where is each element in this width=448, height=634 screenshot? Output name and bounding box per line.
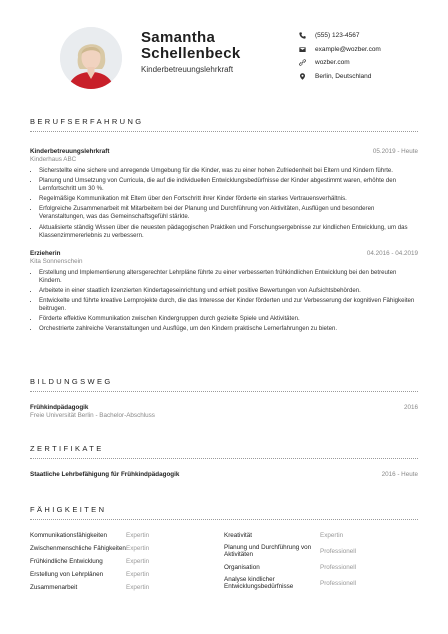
skills-column-right [224,531,418,596]
skill-name: Analyse kindlicher Entwicklungsbedürfnisse [224,575,294,591]
skill-name: Zwischenmenschliche Fähigkeiten [30,544,126,552]
list-item: • Orchestrierte zahlreiche Veranstaltungen und Ausflüge, um den Kindern praktische Lernerfahrungen zu bieten. [39,325,418,333]
list-item: • Aktualisierte ständig Wissen über die neuesten pädagogischen Praktiken und Forschungsergebnisse zur kindlichen Entwicklung, um das Klassenzimmererlebnis zu verbessern. [39,224,418,240]
skill-item [224,544,418,559]
section-title-experience: BERUFSERFAHRUNG [30,117,418,132]
certificate-header [30,471,418,478]
avatar [60,27,122,89]
candidate-name: Samantha Schellenbeck [141,29,241,62]
job-title: Erzieherin [30,249,61,257]
skill-item [30,570,224,579]
resume-header [30,0,418,110]
certificates-section [30,444,418,478]
job-dates: 05.2019 - Heute [372,148,418,155]
job-header [30,250,418,257]
contact-email-text[interactable]: example@wozber.com [315,45,381,53]
skill-item [224,576,418,591]
skills-section [30,505,418,596]
contact-phone [298,29,381,43]
list-item: • Förderte effektive Kommunikation zwischen Kindergruppen durch gezielte Spiele und Aktivitäten. [39,315,418,323]
job-company: Kita Sonnenschein [30,257,83,265]
education-header [30,404,418,411]
education-detail: Freie Universität Berlin - Bachelor-Abschluss [30,412,155,419]
section-title-education: BILDUNGSWEG [30,377,418,392]
contact-list [298,29,381,83]
contact-phone-text: (555) 123-4567 [315,32,360,40]
list-item: • Arbeitete in einer staatlich lizenzierten Kindertageseinrichtung und erhielt positive Bewertungen von Aufsichtsbehörden. [39,287,418,295]
skill-item [30,557,224,566]
list-item: • Entwickelte und führte kreative Lernprojekte durch, die das Interesse der Kinder förderten und zur Verbesserung der kognitiven Fähigkeiten beitrugen. [39,297,418,313]
education-section [30,377,418,419]
skill-level: Expertin [126,532,150,539]
skill-level: Expertin [320,532,344,539]
skill-level: Professionell [320,579,357,587]
skill-level: Expertin [126,558,150,565]
skill-item [30,544,224,553]
skill-level: Expertin [126,584,150,591]
skills-column-left [30,531,224,596]
section-title-skills: FÄHIGKEITEN [30,505,418,520]
certificate-name: Staatliche Lehrbefähigung für Frühkindpädagogik [30,471,180,478]
skill-level: Expertin [126,545,150,552]
skill-name: Kreativität [224,531,252,539]
certificate-dates: 2016 - Heute [381,471,418,478]
education-degree: Frühkindpädagogik [30,404,89,411]
skill-name: Erstellung von Lehrplänen [30,570,104,578]
contact-email [298,43,381,57]
skill-item [30,583,224,592]
skill-name: Zusammenarbeit [30,583,78,591]
contact-location-text: Berlin, Deutschland [315,72,372,80]
job-header [30,148,418,155]
list-item: • Regelmäßige Kommunikation mit Eltern über den Fortschritt ihrer Kinder förderte ein starkes Vertrauensverhältnis. [39,195,418,203]
certificate-entry [30,471,418,478]
candidate-title: Kinderbetreuungslehrkraft [141,65,234,74]
skill-level: Expertin [126,571,150,578]
avatar-photo [60,27,122,89]
contact-website-text[interactable]: wozber.com [315,59,350,67]
list-item: • Erfolgreiche Zusammenarbeit mit Mitarbeitern bei der Planung und Durchführung von Aktivitäten, Ausflügen und besonderen Veranstaltungen, was das Gemeinschaftsgefühl stärkte. [39,205,418,221]
skills-grid [30,531,418,596]
experience-section [30,117,418,335]
link-icon [298,59,306,67]
education-year: 2016 [403,404,418,411]
list-item: • Planung und Umsetzung von Curricula, die auf die individuellen Entwicklungsbedürfnisse der Kinder abgestimmt waren, erhöhte den Lernfortschritt um 30 %. [39,177,418,193]
location-icon [298,72,306,80]
job-bullets [30,167,418,240]
skill-name: Planung und Durchführung von Aktivitäten [224,544,312,559]
job-bullets [30,269,418,334]
job-title: Kinderbetreuungslehrkraft [30,148,110,155]
section-title-certificates: ZERTIFIKATE [30,444,418,459]
email-icon [298,45,306,53]
job-entry [30,250,418,334]
skill-level: Professionell [320,547,357,555]
skill-item [30,531,224,540]
contact-location [298,70,381,84]
skill-level: Professionell [320,563,357,571]
list-item: • Erstellung und Implementierung altersgerechter Lehrpläne führte zu einer verbesserten frühkindlichen Entwicklung bei den betreuten Kindern. [39,269,418,285]
skill-name: Organisation [224,563,260,571]
skill-name: Frühkindliche Entwicklung [30,557,103,565]
education-entry [30,404,418,419]
job-dates: 04.2016 - 04.2019 [366,249,418,257]
list-item: • Sicherstellte eine sichere und anregende Umgebung für die Kinder, was zu einer hohen Zufriedenheit bei Eltern und Kindern führte. [39,167,418,175]
job-company: Kinderhaus ABC [30,156,77,163]
contact-website [298,56,381,70]
job-entry [30,148,418,240]
skill-item [224,563,418,572]
skill-item [224,531,418,540]
phone-icon [298,32,306,40]
skill-name: Kommunikationsfähigkeiten [30,531,108,539]
